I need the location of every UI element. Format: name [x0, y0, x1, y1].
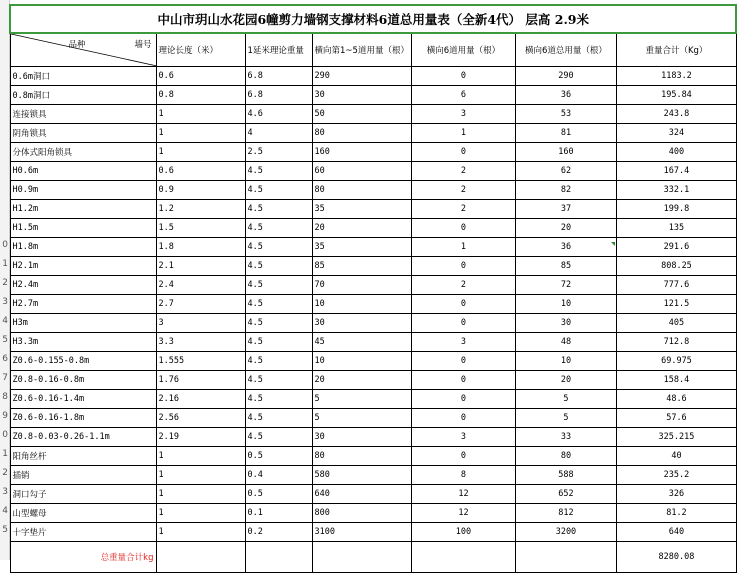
- cell-unit-weight[interactable]: 2.5: [245, 143, 312, 162]
- row-number[interactable]: 2: [2, 468, 8, 478]
- row-numbers: [0, 0, 9, 560]
- cell-qty-1-5[interactable]: 5: [312, 390, 411, 409]
- table-row: [10, 428, 736, 447]
- cell-unit-weight[interactable]: 4.5: [245, 428, 312, 447]
- cell-unit-weight[interactable]: 4.5: [245, 371, 312, 390]
- cell-name[interactable]: 连接锁具: [10, 105, 156, 124]
- cell-weight[interactable]: 69.975: [616, 352, 736, 371]
- row-number[interactable]: 4: [2, 506, 8, 516]
- cell-weight[interactable]: 57.6: [616, 409, 736, 428]
- cell-qty-total[interactable]: 10: [515, 352, 616, 371]
- cell-weight[interactable]: 324: [616, 124, 736, 143]
- table-row: [10, 276, 736, 295]
- cell-length[interactable]: 1.5: [156, 219, 245, 238]
- cell-weight[interactable]: 332.1: [616, 181, 736, 200]
- cell-unit-weight[interactable]: 4.5: [245, 295, 312, 314]
- corner-header-cell[interactable]: [10, 33, 156, 67]
- cell-qty-1-5[interactable]: 580: [312, 466, 411, 485]
- cell-unit-weight[interactable]: 4.5: [245, 333, 312, 352]
- cell-name[interactable]: H2.1m: [10, 257, 156, 276]
- cell-unit-weight[interactable]: 0.1: [245, 504, 312, 523]
- cell-unit-weight[interactable]: 4.5: [245, 219, 312, 238]
- table-row: [10, 352, 736, 371]
- row-number[interactable]: 5: [2, 335, 8, 345]
- cell-qty-1-5[interactable]: 10: [312, 352, 411, 371]
- cell-qty-6[interactable]: 0: [411, 314, 515, 333]
- cell-qty-1-5[interactable]: 20: [312, 219, 411, 238]
- cell-unit-weight[interactable]: 4.5: [245, 238, 312, 257]
- cell-length[interactable]: 0.8: [156, 86, 245, 105]
- cell-length[interactable]: 1: [156, 504, 245, 523]
- cell-qty-1-5[interactable]: 10: [312, 295, 411, 314]
- cell-name[interactable]: 十字垫片: [10, 523, 156, 542]
- cell-qty-total[interactable]: 72: [515, 276, 616, 295]
- cell-unit-weight[interactable]: 4.5: [245, 276, 312, 295]
- cell-qty-6[interactable]: 2: [411, 200, 515, 219]
- cell-qty-1-5[interactable]: 640: [312, 485, 411, 504]
- total-row: [10, 542, 736, 573]
- table-row: [10, 333, 736, 352]
- cell-weight[interactable]: 199.8: [616, 200, 736, 219]
- cell-unit-weight[interactable]: 4.5: [245, 162, 312, 181]
- cell-qty-6[interactable]: 0: [411, 67, 515, 86]
- cell-weight[interactable]: 121.5: [616, 295, 736, 314]
- total-weight[interactable]: 8280.08: [616, 542, 736, 573]
- cell-name[interactable]: H3.3m: [10, 333, 156, 352]
- total-label[interactable]: 总重量合计kg: [10, 542, 156, 573]
- row-number[interactable]: 9: [2, 411, 8, 421]
- table-row: [10, 295, 736, 314]
- cell-name[interactable]: 0.6m洞口: [10, 67, 156, 86]
- cell-qty-total[interactable]: 160: [515, 143, 616, 162]
- cell-unit-weight[interactable]: 4.5: [245, 390, 312, 409]
- cell-qty-total[interactable]: 85: [515, 257, 616, 276]
- cell-qty-1-5[interactable]: 30: [312, 314, 411, 333]
- cell-name[interactable]: Z0.6-0.16-1.8m: [10, 409, 156, 428]
- header-qty-1-5[interactable]: 横向第1~5道用量（根）: [312, 33, 411, 67]
- materials-table: [9, 4, 737, 573]
- header-weight-total[interactable]: 重量合计（Kg）: [616, 33, 736, 67]
- cell-unit-weight[interactable]: 4.5: [245, 314, 312, 333]
- cell-qty-total[interactable]: 20: [515, 219, 616, 238]
- cell-unit-weight[interactable]: 4: [245, 124, 312, 143]
- row-number[interactable]: 4: [2, 316, 8, 326]
- cell-name[interactable]: 阳角丝杆: [10, 447, 156, 466]
- cell-length[interactable]: 1.555: [156, 352, 245, 371]
- cell-name[interactable]: 插销: [10, 466, 156, 485]
- cell-weight[interactable]: 243.8: [616, 105, 736, 124]
- cell-weight[interactable]: 325.215: [616, 428, 736, 447]
- cell-name[interactable]: 分体式阳角锁具: [10, 143, 156, 162]
- cell-name[interactable]: H3m: [10, 314, 156, 333]
- table-row: [10, 124, 736, 143]
- cell-name[interactable]: H1.5m: [10, 219, 156, 238]
- cell-unit-weight[interactable]: 4.6: [245, 105, 312, 124]
- cell-qty-6[interactable]: 1: [411, 124, 515, 143]
- cell-qty-total[interactable]: 588: [515, 466, 616, 485]
- cell-weight[interactable]: 400: [616, 143, 736, 162]
- cell-name[interactable]: Z0.6-0.155-0.8m: [10, 352, 156, 371]
- cell-qty-6[interactable]: 0: [411, 295, 515, 314]
- cell-qty-1-5[interactable]: 80: [312, 447, 411, 466]
- cell-name[interactable]: 0.8m洞口: [10, 86, 156, 105]
- cell-qty-1-5[interactable]: 290: [312, 67, 411, 86]
- cell-qty-total[interactable]: 20: [515, 371, 616, 390]
- cell-weight[interactable]: 1183.2: [616, 67, 736, 86]
- cell-qty-6[interactable]: 12: [411, 504, 515, 523]
- table-row: [10, 409, 736, 428]
- cell-name[interactable]: Z0.6-0.16-1.4m: [10, 390, 156, 409]
- cell-length[interactable]: 2.56: [156, 409, 245, 428]
- table-row: [10, 485, 736, 504]
- cell-weight[interactable]: 40: [616, 447, 736, 466]
- table-row: [10, 200, 736, 219]
- cell-length[interactable]: 1: [156, 447, 245, 466]
- header-wall-number: 墙号: [134, 40, 152, 50]
- empty-cell[interactable]: [312, 542, 411, 573]
- cell-name[interactable]: H0.9m: [10, 181, 156, 200]
- cell-weight[interactable]: 808.25: [616, 257, 736, 276]
- cell-qty-total[interactable]: 33: [515, 428, 616, 447]
- cell-qty-1-5[interactable]: 35: [312, 238, 411, 257]
- cell-qty-1-5[interactable]: 800: [312, 504, 411, 523]
- row-number[interactable]: 5: [2, 525, 8, 535]
- cell-qty-1-5[interactable]: 50: [312, 105, 411, 124]
- cell-qty-6[interactable]: 3: [411, 105, 515, 124]
- row-number[interactable]: 1: [2, 449, 8, 459]
- cell-qty-total[interactable]: 62: [515, 162, 616, 181]
- cell-qty-6[interactable]: 8: [411, 466, 515, 485]
- cell-name[interactable]: 洞口勾子: [10, 485, 156, 504]
- cell-qty-total[interactable]: 290: [515, 67, 616, 86]
- cell-length[interactable]: 1: [156, 124, 245, 143]
- cell-name[interactable]: Z0.8-0.03-0.26-1.1m: [10, 428, 156, 447]
- cell-name[interactable]: Z0.8-0.16-0.8m: [10, 371, 156, 390]
- cell-length[interactable]: 2.16: [156, 390, 245, 409]
- table-row: [10, 162, 736, 181]
- header-theoretical-length[interactable]: 理论长度（米）: [156, 33, 245, 67]
- empty-cell[interactable]: [515, 542, 616, 573]
- cell-name[interactable]: H1.8m: [10, 238, 156, 257]
- cell-qty-6[interactable]: 12: [411, 485, 515, 504]
- table-row: [10, 219, 736, 238]
- cell-unit-weight[interactable]: 4.5: [245, 181, 312, 200]
- table-row: [10, 390, 736, 409]
- header-qty-6[interactable]: 横向6道用量（根）: [411, 33, 515, 67]
- cell-qty-6[interactable]: 2: [411, 276, 515, 295]
- cell-unit-weight[interactable]: 0.5: [245, 447, 312, 466]
- header-unit-weight[interactable]: 1延米理论重量: [245, 33, 312, 67]
- cell-weight[interactable]: 777.6: [616, 276, 736, 295]
- row-number[interactable]: 7: [2, 373, 8, 383]
- cell-qty-6[interactable]: 0: [411, 143, 515, 162]
- cell-qty-6[interactable]: 6: [411, 86, 515, 105]
- cell-qty-total[interactable]: 53: [515, 105, 616, 124]
- cell-qty-1-5[interactable]: 5: [312, 409, 411, 428]
- cell-length[interactable]: 2.4: [156, 276, 245, 295]
- empty-cell[interactable]: [245, 542, 312, 573]
- cell-length[interactable]: 2.19: [156, 428, 245, 447]
- cell-qty-6[interactable]: 2: [411, 181, 515, 200]
- cell-length[interactable]: 3: [156, 314, 245, 333]
- cell-qty-6[interactable]: 0: [411, 409, 515, 428]
- table-row: [10, 238, 736, 257]
- cell-qty-1-5[interactable]: 160: [312, 143, 411, 162]
- cell-name[interactable]: 山型螺母: [10, 504, 156, 523]
- cell-qty-1-5[interactable]: 70: [312, 276, 411, 295]
- cell-name[interactable]: H0.6m: [10, 162, 156, 181]
- cell-name[interactable]: 阴角锁具: [10, 124, 156, 143]
- cell-qty-6[interactable]: 3: [411, 428, 515, 447]
- cell-qty-total[interactable]: 5: [515, 390, 616, 409]
- row-number[interactable]: 3: [2, 297, 8, 307]
- cell-length[interactable]: 3.3: [156, 333, 245, 352]
- cell-qty-6[interactable]: 0: [411, 352, 515, 371]
- cell-qty-6[interactable]: 0: [411, 447, 515, 466]
- cell-length[interactable]: 1: [156, 523, 245, 542]
- cell-weight[interactable]: 135: [616, 219, 736, 238]
- cell-qty-1-5[interactable]: 30: [312, 86, 411, 105]
- cell-weight[interactable]: 326: [616, 485, 736, 504]
- empty-cell[interactable]: [156, 542, 245, 573]
- cell-qty-total[interactable]: 36: [515, 238, 616, 257]
- cell-weight[interactable]: 158.4: [616, 371, 736, 390]
- cell-unit-weight[interactable]: 4.5: [245, 409, 312, 428]
- header-variety: 品种: [68, 40, 86, 50]
- cell-qty-total[interactable]: 82: [515, 181, 616, 200]
- cell-qty-6[interactable]: 0: [411, 219, 515, 238]
- cell-qty-1-5[interactable]: 80: [312, 124, 411, 143]
- cell-unit-weight[interactable]: 6.8: [245, 86, 312, 105]
- cell-weight[interactable]: 48.6: [616, 390, 736, 409]
- cell-weight[interactable]: 167.4: [616, 162, 736, 181]
- cell-length[interactable]: 1: [156, 466, 245, 485]
- cell-weight[interactable]: 640: [616, 523, 736, 542]
- cell-length[interactable]: 2.7: [156, 295, 245, 314]
- cell-length[interactable]: 1.2: [156, 200, 245, 219]
- row-number[interactable]: 2: [2, 278, 8, 288]
- cell-qty-total[interactable]: 5: [515, 409, 616, 428]
- cell-qty-1-5[interactable]: 85: [312, 257, 411, 276]
- cell-length[interactable]: 0.6: [156, 162, 245, 181]
- table-row: [10, 314, 736, 333]
- cell-length[interactable]: 2.1: [156, 257, 245, 276]
- row-number[interactable]: 0: [2, 240, 8, 250]
- cell-qty-6[interactable]: 100: [411, 523, 515, 542]
- cell-qty-total[interactable]: 80: [515, 447, 616, 466]
- row-number[interactable]: 3: [2, 487, 8, 497]
- cell-unit-weight[interactable]: 4.5: [245, 257, 312, 276]
- cell-qty-6[interactable]: 1: [411, 238, 515, 257]
- cell-qty-1-5[interactable]: 30: [312, 428, 411, 447]
- cell-qty-total[interactable]: 652: [515, 485, 616, 504]
- cell-length[interactable]: 1.8: [156, 238, 245, 257]
- cell-weight[interactable]: 235.2: [616, 466, 736, 485]
- row-number[interactable]: 6: [2, 354, 8, 364]
- cell-unit-weight[interactable]: 4.5: [245, 352, 312, 371]
- cell-length[interactable]: 0.6: [156, 67, 245, 86]
- cell-comment-marker: [611, 242, 615, 246]
- cell-qty-6[interactable]: 0: [411, 371, 515, 390]
- cell-length[interactable]: 1: [156, 485, 245, 504]
- table-row: [10, 466, 736, 485]
- table-title[interactable]: 中山市玥山水花园6幢剪力墙钢支撑材料6道总用量表（全新4代） 层高 2.9米: [10, 5, 736, 33]
- cell-length[interactable]: 1: [156, 105, 245, 124]
- cell-qty-total[interactable]: 10: [515, 295, 616, 314]
- row-number[interactable]: 0: [2, 430, 8, 440]
- row-number[interactable]: 8: [2, 392, 8, 402]
- cell-qty-1-5[interactable]: 45: [312, 333, 411, 352]
- cell-length[interactable]: 0.9: [156, 181, 245, 200]
- table-row: [10, 371, 736, 390]
- cell-qty-6[interactable]: 2: [411, 162, 515, 181]
- cell-qty-1-5[interactable]: 3100: [312, 523, 411, 542]
- cell-qty-6[interactable]: 0: [411, 390, 515, 409]
- cell-qty-total[interactable]: 812: [515, 504, 616, 523]
- cell-unit-weight[interactable]: 4.5: [245, 200, 312, 219]
- cell-qty-1-5[interactable]: 35: [312, 200, 411, 219]
- table-row: [10, 447, 736, 466]
- cell-unit-weight[interactable]: 0.2: [245, 523, 312, 542]
- cell-length[interactable]: 1.76: [156, 371, 245, 390]
- cell-unit-weight[interactable]: 0.4: [245, 466, 312, 485]
- cell-weight[interactable]: 712.8: [616, 333, 736, 352]
- header-qty-total[interactable]: 横向6道总用量（根）: [515, 33, 616, 67]
- cell-qty-total[interactable]: 48: [515, 333, 616, 352]
- cell-name[interactable]: H2.7m: [10, 295, 156, 314]
- cell-qty-6[interactable]: 0: [411, 257, 515, 276]
- table-row: [10, 257, 736, 276]
- table-row: [10, 181, 736, 200]
- cell-weight[interactable]: 405: [616, 314, 736, 333]
- table-row: [10, 105, 736, 124]
- cell-qty-total[interactable]: 30: [515, 314, 616, 333]
- cell-qty-total[interactable]: 81: [515, 124, 616, 143]
- cell-weight[interactable]: 291.6: [616, 238, 736, 257]
- cell-qty-total[interactable]: 3200: [515, 523, 616, 542]
- cell-unit-weight[interactable]: 0.5: [245, 485, 312, 504]
- table-row: [10, 523, 736, 542]
- cell-unit-weight[interactable]: 6.8: [245, 67, 312, 86]
- cell-weight[interactable]: 81.2: [616, 504, 736, 523]
- row-number[interactable]: 1: [2, 259, 8, 269]
- cell-qty-1-5[interactable]: 80: [312, 181, 411, 200]
- cell-qty-total[interactable]: 37: [515, 200, 616, 219]
- cell-name[interactable]: H2.4m: [10, 276, 156, 295]
- cell-length[interactable]: 1: [156, 143, 245, 162]
- cell-qty-1-5[interactable]: 20: [312, 371, 411, 390]
- cell-weight[interactable]: 195.84: [616, 86, 736, 105]
- cell-qty-1-5[interactable]: 60: [312, 162, 411, 181]
- table-row: [10, 67, 736, 86]
- empty-cell[interactable]: [411, 542, 515, 573]
- cell-qty-total[interactable]: 36: [515, 86, 616, 105]
- table-row: [10, 86, 736, 105]
- table-row: [10, 143, 736, 162]
- cell-name[interactable]: H1.2m: [10, 200, 156, 219]
- cell-qty-6[interactable]: 3: [411, 333, 515, 352]
- table-row: [10, 504, 736, 523]
